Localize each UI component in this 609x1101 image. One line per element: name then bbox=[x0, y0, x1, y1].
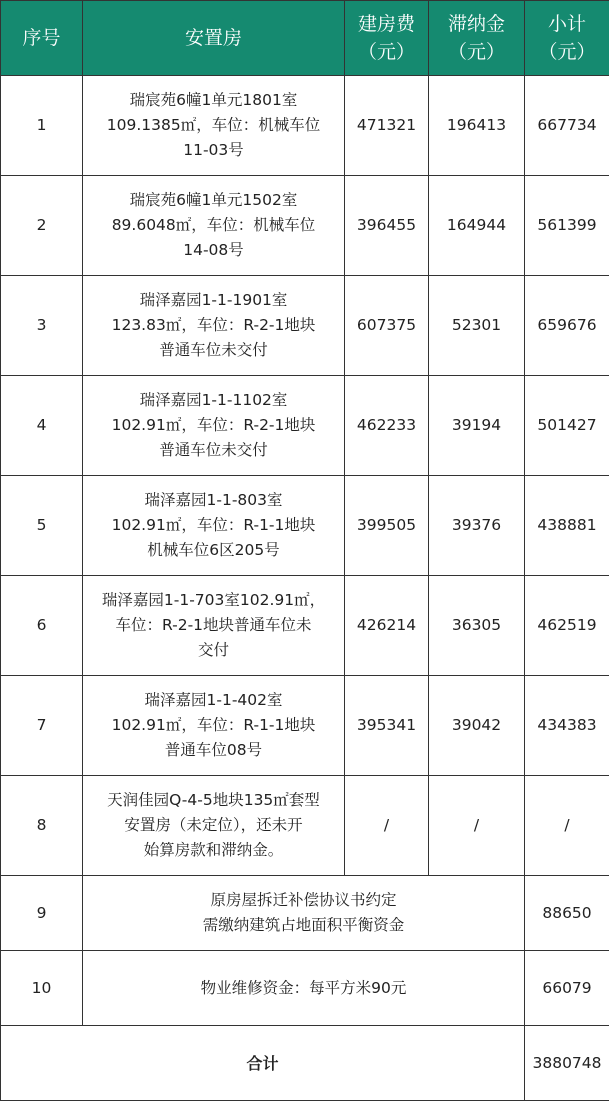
row-5-desc-line-3: 机械车位6区205号 bbox=[147, 541, 280, 559]
row-4-desc bbox=[83, 376, 345, 476]
row-5-desc-line-2: 102.91㎡，车位：R-1-1地块 bbox=[111, 516, 316, 534]
row-1-desc bbox=[83, 76, 345, 176]
row-6-desc bbox=[83, 576, 345, 676]
row-8-desc-line-2: 安置房（未定位），还未开 bbox=[124, 816, 303, 834]
table-row-7 bbox=[1, 676, 609, 776]
row-4-build-fee: 462233 bbox=[345, 376, 429, 476]
row-10-desc: 物业维修资金：每平方米90元 bbox=[83, 951, 525, 1026]
row-2-desc bbox=[83, 176, 345, 276]
row-1-late-fee: 196413 bbox=[429, 76, 525, 176]
row-8-desc bbox=[83, 776, 345, 876]
row-1-desc-line-1: 瑞宸苑6幢1单元1801室 bbox=[129, 91, 298, 109]
row-7-late-fee: 39042 bbox=[429, 676, 525, 776]
row-5-build-fee: 399505 bbox=[345, 476, 429, 576]
row-3-desc bbox=[83, 276, 345, 376]
row-1-desc-line-2: 109.1385㎡，车位：机械车位 bbox=[106, 116, 321, 134]
total-row bbox=[1, 1026, 609, 1101]
row-4-desc-line-3: 普通车位未交付 bbox=[159, 441, 268, 459]
row-8-desc-line-1: 天润佳园Q-4-5地块135㎡套型 bbox=[107, 791, 320, 809]
row-10-subtotal: 66079 bbox=[525, 951, 609, 1026]
row-2-desc-line-2: 89.6048㎡，车位：机械车位 bbox=[111, 216, 316, 234]
row-9-desc-line-2: 需缴纳建筑占地面积平衡资金 bbox=[202, 916, 405, 934]
header-subtotal-unit: （元） bbox=[538, 41, 596, 63]
row-4-desc-line-2: 102.91㎡，车位：R-2-1地块 bbox=[111, 416, 316, 434]
row-5-desc bbox=[83, 476, 345, 576]
header-subtotal bbox=[525, 1, 609, 76]
row-8-seq: 8 bbox=[1, 776, 83, 876]
row-6-desc-line-2: 车位：R-2-1地块普通车位未 bbox=[115, 616, 312, 634]
row-9-desc-line-1: 原房屋拆迁补偿协议书约定 bbox=[210, 891, 397, 909]
row-7-build-fee: 395341 bbox=[345, 676, 429, 776]
table-row-2 bbox=[1, 176, 609, 276]
row-2-late-fee: 164944 bbox=[429, 176, 525, 276]
row-2-seq: 2 bbox=[1, 176, 83, 276]
header-late-fee-unit: （元） bbox=[447, 41, 505, 63]
row-3-desc-line-3: 普通车位未交付 bbox=[159, 341, 268, 359]
row-2-subtotal: 561399 bbox=[525, 176, 609, 276]
row-8-desc-line-3: 始算房款和滞纳金。 bbox=[143, 841, 284, 859]
header-subtotal-label: 小计 bbox=[547, 13, 586, 35]
header-late-fee bbox=[429, 1, 525, 76]
header-late-fee-label: 滞纳金 bbox=[447, 13, 505, 35]
row-4-late-fee: 39194 bbox=[429, 376, 525, 476]
row-5-desc-line-1: 瑞泽嘉园1-1-803室 bbox=[144, 491, 283, 509]
row-1-seq: 1 bbox=[1, 76, 83, 176]
row-1-subtotal: 667734 bbox=[525, 76, 609, 176]
table-row-1 bbox=[1, 76, 609, 176]
header-row bbox=[1, 1, 609, 76]
row-7-desc-line-3: 普通车位08号 bbox=[164, 741, 263, 759]
row-6-build-fee: 426214 bbox=[345, 576, 429, 676]
row-8-build-fee: / bbox=[345, 776, 429, 876]
row-9-subtotal: 88650 bbox=[525, 876, 609, 951]
row-7-desc-line-1: 瑞泽嘉园1-1-402室 bbox=[144, 691, 283, 709]
row-4-subtotal: 501427 bbox=[525, 376, 609, 476]
row-10-seq: 10 bbox=[1, 951, 83, 1026]
row-1-build-fee: 471321 bbox=[345, 76, 429, 176]
row-9-desc bbox=[83, 876, 525, 951]
row-4-seq: 4 bbox=[1, 376, 83, 476]
row-6-desc-line-3: 交付 bbox=[197, 641, 229, 659]
row-6-late-fee: 36305 bbox=[429, 576, 525, 676]
row-5-late-fee: 39376 bbox=[429, 476, 525, 576]
row-7-desc bbox=[83, 676, 345, 776]
row-8-subtotal: / bbox=[525, 776, 609, 876]
row-3-seq: 3 bbox=[1, 276, 83, 376]
table-row-6 bbox=[1, 576, 609, 676]
row-5-subtotal: 438881 bbox=[525, 476, 609, 576]
table-row-10 bbox=[1, 951, 609, 1026]
table-row-3 bbox=[1, 276, 609, 376]
table-row-4 bbox=[1, 376, 609, 476]
total-label: 合计 bbox=[1, 1026, 525, 1101]
row-6-seq: 6 bbox=[1, 576, 83, 676]
row-3-desc-line-1: 瑞泽嘉园1-1-1901室 bbox=[139, 291, 288, 309]
table-row-8 bbox=[1, 776, 609, 876]
row-3-subtotal: 659676 bbox=[525, 276, 609, 376]
row-9-seq: 9 bbox=[1, 876, 83, 951]
row-7-desc-line-2: 102.91㎡，车位：R-1-1地块 bbox=[111, 716, 316, 734]
header-house: 安置房 bbox=[83, 1, 345, 76]
row-5-seq: 5 bbox=[1, 476, 83, 576]
row-4-desc-line-1: 瑞泽嘉园1-1-1102室 bbox=[139, 391, 288, 409]
row-3-build-fee: 607375 bbox=[345, 276, 429, 376]
total-value: 3880748 bbox=[525, 1026, 609, 1101]
header-build-fee-unit: （元） bbox=[357, 41, 415, 63]
row-3-late-fee: 52301 bbox=[429, 276, 525, 376]
row-2-build-fee: 396455 bbox=[345, 176, 429, 276]
row-1-desc-line-3: 11-03号 bbox=[183, 141, 244, 159]
row-2-desc-line-1: 瑞宸苑6幢1单元1502室 bbox=[129, 191, 298, 209]
row-8-late-fee: / bbox=[429, 776, 525, 876]
row-3-desc-line-2: 123.83㎡，车位：R-2-1地块 bbox=[111, 316, 316, 334]
row-7-subtotal: 434383 bbox=[525, 676, 609, 776]
header-build-fee bbox=[345, 1, 429, 76]
row-7-seq: 7 bbox=[1, 676, 83, 776]
header-seq: 序号 bbox=[1, 1, 83, 76]
row-6-subtotal: 462519 bbox=[525, 576, 609, 676]
row-6-desc-line-1: 瑞泽嘉园1-1-703室102.91㎡， bbox=[101, 591, 326, 609]
table-row-5 bbox=[1, 476, 609, 576]
table-row-9 bbox=[1, 876, 609, 951]
row-2-desc-line-3: 14-08号 bbox=[183, 241, 244, 259]
header-build-fee-label: 建房费 bbox=[357, 13, 415, 35]
